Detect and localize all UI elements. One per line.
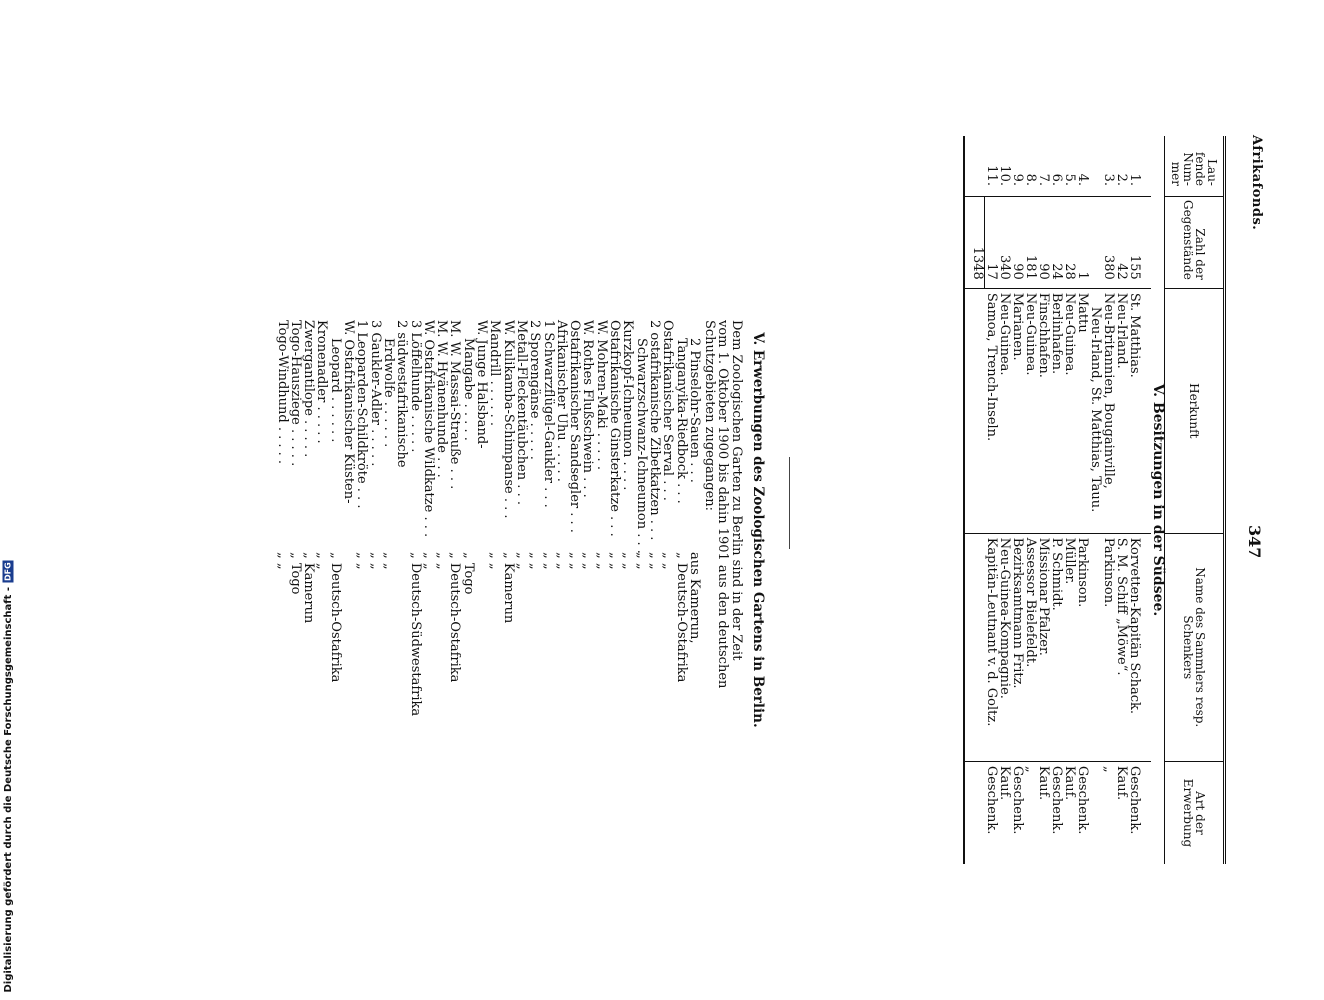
list-item [541,320,554,740]
origin: Mattu [1076,288,1089,533]
origin: Samoa, Trench-Inseln. [985,288,999,533]
collector-name: P. Schmidt. [1050,533,1063,761]
animal-label: Kurzkopf-Ichneumon . . . . [620,320,636,491]
lfd-number: 7. [1036,173,1051,186]
animal-origin: „ „ [567,552,583,570]
collector-name: Kapitän-Leutnant v. d. Goltz. [985,533,999,761]
list-item [382,320,395,740]
table-row [1024,136,1037,864]
animal-label: 2 Pinselohr-Sauen . . . [686,338,702,483]
collector-name: S. M. Schiff „Möwe“. [1115,533,1128,761]
table-row [1102,136,1115,864]
animal-label: 2 ostafrikanische Zibetkatzen . . . [646,320,662,541]
list-item [289,320,302,740]
list-item [408,320,421,740]
origin: Neu-Guinea. [1024,288,1037,533]
animal-origin: „ „ [354,552,370,570]
collector-name: Neu-Guinea-Kompagnie. [998,533,1011,761]
list-item [422,320,435,740]
animal-origin: „ „ [434,552,450,570]
animal-label: Schwarzschwanz-Ichneumon . . . [633,338,649,554]
animal-label: 1 Leoparden-Schildkröte . . . [354,320,370,509]
animal-label: Tanganyika-Riedbock . . . [673,338,689,504]
acquisition-type: Geschenk. [1128,761,1151,864]
collector-name: Missionar Pfalzer. [1037,533,1050,761]
acquisition-type: Geschenk. [1076,761,1089,864]
collector-name: Assessor Bielefeldt. [1024,533,1037,761]
table-row [998,136,1011,864]
origin: Neu-Irland, St. Matthias, Tauu. [1089,288,1102,533]
acquisition-type: Geschenk. [1050,761,1063,864]
section-title-row [1151,136,1165,864]
list-item [315,320,328,740]
lfd-number: 8. [1023,173,1038,186]
animal-label: M. W. Massai-Strauße . . . [447,320,463,490]
collector-name: Parkinson. [1076,533,1089,761]
animal-label: Ostafrikanische Ginsterkatze . . . [607,320,623,537]
list-item [528,320,541,740]
animal-label: Afrikanischer Uhu . . . . . [553,320,569,482]
lfd-number [1089,136,1102,196]
origin: Neu-Guinea. [998,288,1011,533]
list-item [688,320,701,740]
animal-label: W. Mohren-Maki . . . . . [593,320,609,470]
empty-cell [964,761,985,864]
dfg-logo: DFG [3,561,13,581]
animal-origin: „ Deutsch-Ostafrika [673,552,689,683]
list-item [608,320,621,740]
collector-name: Korvetten-Kapitän Schack. [1128,533,1151,761]
animal-label: M. W. Hyänenhunde . . . [434,320,450,478]
table-row [1050,136,1063,864]
animal-label: Erdwolfe . . . . . . [380,338,396,448]
zoo-section [275,320,764,740]
item-count: 1 [1076,196,1089,288]
animal-origin: „ Deutsch-Ostafrika [447,552,463,683]
animal-label: W. Ostafrikanischer Küsten- [341,320,357,504]
header-art: Art der Erwerbung [1165,761,1225,864]
acquisition-type: Geschenk. [985,761,999,864]
animal-origin: „ Deutsch-Südwestafrika [407,552,423,717]
animal-origin: „ „ [540,552,556,570]
item-count: 181 [1024,196,1037,288]
acquisition-type: Kauf. [1115,761,1128,864]
animal-label: Ostafrikanischer Sandsegler . . . [567,320,583,533]
animal-label: W. Kulikamba-Schimpanse . . . [500,320,516,519]
empty-cell [964,533,985,761]
animal-origin: „ „ [553,552,569,570]
acquisition-type: „ [1024,761,1037,864]
list-item [661,320,674,740]
list-item [648,320,661,740]
intro-line: vom 1. Oktober 1900 bis dahin 1901 aus den deutschen [715,320,731,689]
list-item [621,320,634,740]
lfd-number: 4. [1075,173,1090,186]
lfd-number: 3. [1101,173,1116,186]
animal-label: Metall-Fleckentäubchen . . . [513,320,529,505]
item-count: 24 [1050,196,1063,288]
item-count: 90 [1037,196,1050,288]
animal-label: W. Ostafrikanische Wildkatze . . . [420,320,436,538]
header-lfd: Lau- fende Num- mer [1165,136,1225,196]
table-row [1037,136,1050,864]
list-item [674,320,687,740]
table-body [964,136,1151,864]
list-item [515,320,528,740]
animal-label: W. Junge Halsband- [474,320,490,449]
origin: Berlinhafen. [1050,288,1063,533]
animal-origin: „ Togo [460,552,476,595]
animal-origin: „ „ [527,552,543,570]
collector-name: Müller. [1063,533,1076,761]
table-total-row [964,136,985,864]
animal-origin: „ Deutsch-Ostafrika [327,552,343,683]
collector-name: Parkinson. [1102,533,1115,761]
list-item [448,320,461,740]
section-divider [789,457,790,549]
lfd-number: 1. [1127,173,1142,186]
origin: Neu-Britannien, Bougainville, [1102,288,1115,533]
animal-label: Zwergantilope . . . . . [301,320,317,458]
animal-origin: „ „ [367,552,383,570]
acquisition-list [275,320,701,740]
header-name: Name des Sammlers resp. Schenkers [1165,533,1225,761]
table-header-row [1165,136,1225,864]
list-item [634,320,647,740]
header-zahl: Zahl der Gegenstände [1165,196,1225,288]
animal-origin: „ „ [593,552,609,570]
lfd-number: 9. [1010,173,1025,186]
animal-label: Leopard . . . . . . [327,338,343,443]
table-row [1089,136,1102,864]
animal-origin: „ „ [274,552,290,570]
animal-origin: „ „ [513,552,529,570]
animal-origin: „ „ [660,552,676,570]
origin: Finschhafen. [1037,288,1050,533]
animal-label: 3 Gaukler-Adler . . . . . [367,320,383,467]
running-head [1244,40,1264,1000]
list-item [594,320,607,740]
animal-origin: „ Kamerun [500,552,516,624]
digitization-credit [3,560,15,992]
header-herkunft: Herkunft [1165,288,1225,533]
animal-label: Kronenadler . . . . . [314,320,330,444]
animal-origin: „ „ [646,552,662,570]
animal-label: W. Rothes Flußschwein . . . [580,320,596,498]
list-item [488,320,501,740]
list-item [435,320,448,740]
list-item [568,320,581,740]
list-item [355,320,368,740]
animal-origin: „ „ [487,552,503,570]
animal-origin: „ „ [580,552,596,570]
total-count: 1348 [964,196,985,288]
acquisition-type: Kauf. [1063,761,1076,864]
animal-origin: „ „ [314,552,330,570]
list-item [368,320,381,740]
running-head-title: Afrikafonds. [1249,135,1264,231]
animal-label: Mangabe . . . . . [460,338,476,441]
table-row [1063,136,1076,864]
animal-origin: aus Kamerun, [686,552,702,644]
list-item [555,320,568,740]
origin: Neu-Irland. [1115,288,1128,533]
credit-text: Digitalisierung gefördert durch die Deutsche Forschungsgemeinschaft - [3,586,14,992]
intro-line: Dem Zoologischen Garten zu Berlin sind in der Zeit [728,320,744,661]
table-row [1115,136,1128,864]
animal-origin: „ „ [620,552,636,570]
list-item [342,320,355,740]
origin: Marianen. [1011,288,1024,533]
animal-label: 3 Löffelhunde . . . . . [407,320,423,453]
animal-label: Ostafrikanischer Serval . . . [660,320,676,501]
acquisition-type: Kauf. [1037,761,1050,864]
item-count: 340 [998,196,1011,288]
item-count: 28 [1063,196,1076,288]
list-item [302,320,315,740]
acquisition-type: Geschenk. [1011,761,1024,864]
animal-origin: „ „ [607,552,623,570]
acquisition-type: Kauf. [998,761,1011,864]
list-item [395,320,408,740]
lfd-number: 6. [1049,173,1064,186]
item-count: 42 [1115,196,1128,288]
list-item [329,320,342,740]
animal-origin: „ Kamerun [301,552,317,624]
list-item [275,320,288,740]
animal-label: 2 Sporengänse . . . . . [527,320,543,460]
origin: St. Matthias. [1128,288,1151,533]
animal-label: 1 Schwarzflügel-Gaukler . . . [540,320,556,508]
collection-table [963,136,1226,864]
table-row [985,136,999,864]
list-item [501,320,514,740]
empty-cell [964,136,985,196]
item-count: 155 [1128,196,1151,288]
animal-origin: „ „ [633,552,649,570]
item-count: 17 [985,196,999,288]
acquisition-type [1089,761,1102,864]
origin: Neu-Guinea. [1063,288,1076,533]
lfd-number: 11. [984,165,999,186]
animal-label: 2 südwestafrikanische [394,320,410,468]
animal-label: Togo-Hausziege . . . . . [287,320,303,467]
section-title: V. Besitzungen in der Südsee. [1150,383,1166,617]
acquisition-type: „ [1102,761,1115,864]
list-item [461,320,474,740]
empty-cell [964,288,985,533]
animal-label: Mandrill . . . . . . [487,320,503,427]
lfd-number: 2. [1114,173,1129,186]
animal-origin: „ Togo [287,552,303,595]
list-item [581,320,594,740]
animal-origin: „ „ [380,552,396,570]
animal-origin: „ „ [420,552,436,570]
intro-line: Schutzgebieten zugegangen: [702,320,718,512]
table-row [1128,136,1151,864]
zoo-section-title: V. Erwerbungen des Zoologischen Gartens in Berlin. [750,332,766,728]
item-count: 380 [1102,196,1115,288]
lfd-number: 10. [997,165,1012,186]
page-number: 347 [1245,525,1264,559]
lfd-number: 5. [1062,173,1077,186]
animal-label: Togo-Windhund . . . . . [274,320,290,465]
collector-name: Bezirksamtmann Fritz. [1011,533,1024,761]
zoo-section-intro [703,320,743,740]
item-count: 90 [1011,196,1024,288]
table-row [1011,136,1024,864]
list-item [475,320,488,740]
